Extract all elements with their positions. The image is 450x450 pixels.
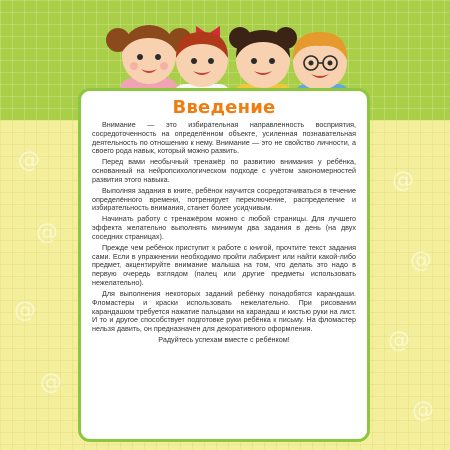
swirl-decoration-icon: @ (14, 298, 36, 323)
page-title: Введение (172, 97, 276, 118)
paragraph: Выполняя задания в книге, ребёнок научится сосредотачиваться в течение определённого времени, потренирует переключение, распределение и избирательность внимания, станет более усидчивым. (92, 185, 356, 213)
paragraph: Внимание — это избирательная направленность восприятия, сосредоточенность на определённом объекте, усиленная познавательная деятельность по отношению к нему. Внимание — это не свойство личности, а своего рода навык, который можно развить. (92, 120, 356, 156)
paragraph: Прежде чем ребёнок приступит к работе с книгой, прочтите текст задания сами. Если в упражнении необходимо пройти лабиринт или найти какой-либо предмет, акцентируйте внимание малыша на том, что делать это надо в первую очередь взглядом (палец или другие предметы использовать нежелательно). (92, 242, 356, 288)
paragraph: Для выполнения некоторых заданий ребёнку понадобятся карандаши. Фломастеры и краски использовать нежелательно. При рисовании карандашом требуется нажатие пальцами на карандаш и кистью руки на лист. И то и другое способствует подготовке руки ребёнка к письму. На фломастер нельзя давить, он предназначен для декоративного оформления. (92, 289, 356, 334)
swirl-decoration-icon: @ (18, 148, 40, 173)
closing-line: Радуйтесь успехам вместе с ребёнком! (158, 335, 290, 345)
swirl-decoration-icon: @ (392, 168, 414, 193)
swirl-decoration-icon: @ (410, 248, 432, 273)
swirl-decoration-icon: @ (412, 398, 434, 423)
paragraph: Начинать работу с тренажёром можно с любой страницы. Для лучшего эффекта желательно выполнять минимум два задания в день (на двух соседних страницах). (92, 214, 356, 241)
paragraph: Перед вами необычный тренажёр по развитию внимания у ребёнка, основанный на нейропсихологическом подходе с учётом закономерностей развития этого навыка. (92, 157, 356, 184)
introduction-text (92, 121, 356, 345)
swirl-decoration-icon: @ (388, 328, 410, 353)
introduction-card (78, 88, 370, 442)
swirl-decoration-icon: @ (36, 220, 58, 245)
swirl-decoration-icon: @ (40, 370, 62, 395)
